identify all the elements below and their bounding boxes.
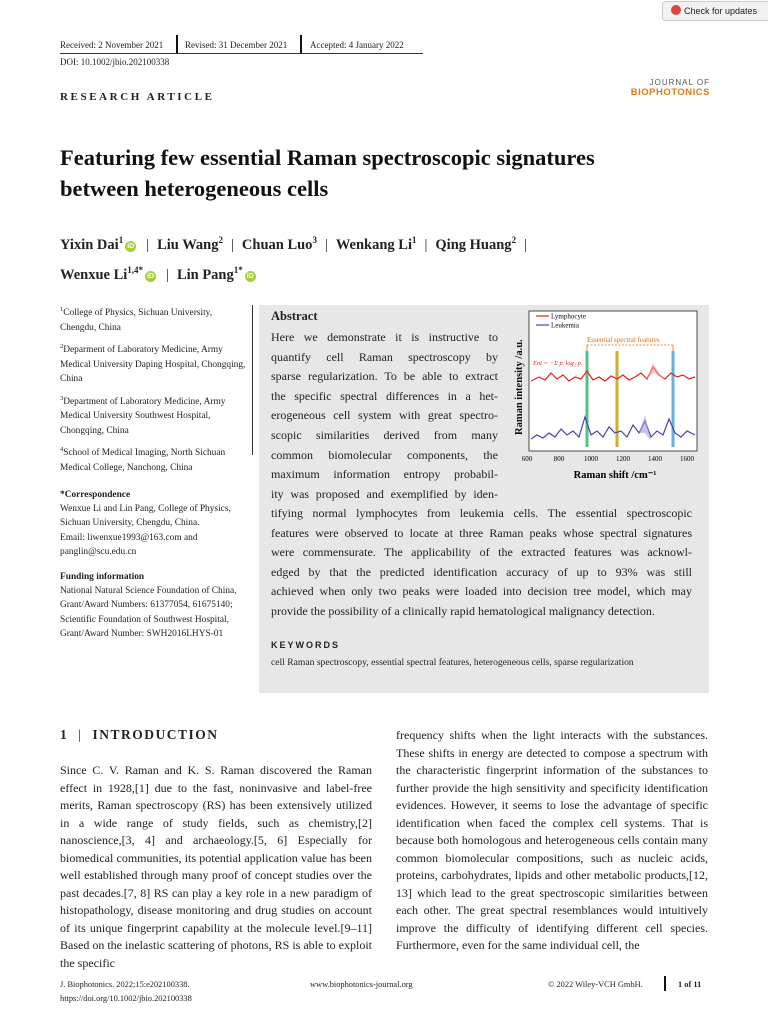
tick-label: 1000 (584, 455, 598, 463)
funding-heading: Funding information (60, 571, 145, 582)
section-number: 1 (60, 727, 69, 742)
affiliation: $^4$School of Medical Imaging, North Sichuan Medical College, Nanchong, China (60, 446, 226, 473)
author-name[interactable]: Yixin Dai$^1$ (60, 235, 124, 253)
abstract-line: features were observed to locate at three Raman peaks whose spectral signatures (271, 525, 692, 540)
check-updates-button[interactable] (662, 1, 768, 21)
abstract-text-wide (271, 504, 692, 622)
abstract-line: quantify cell Raman spectroscopy by (271, 349, 498, 364)
article-type: RESEARCH ARTICLE (60, 91, 215, 103)
abstract-heading: Abstract (271, 309, 318, 323)
correspondence-email[interactable]: Email: liwenxue1993@163.com and panglin@scu.edu.cn (60, 532, 198, 557)
author-name[interactable]: Chuan Luo$^3$ (241, 235, 317, 253)
abstract-line: the specific spectral differences in a het- (271, 388, 498, 403)
section-heading: 1 | INTRODUCTION (60, 727, 219, 742)
author-line-2: Wenxue $Li^{1,4*}iD$ | Lin Pang$^{1*}$iD (60, 264, 254, 283)
abstract-line: Here we demonstrate it is instructive to (271, 330, 498, 344)
keywords-heading: KEYWORDS (271, 640, 341, 650)
tick-label: 1400 (648, 455, 662, 463)
orcid-icon[interactable]: iD (127, 242, 135, 250)
intro-left-column: Since C. V. Raman and K. S. Raman discovered the Raman effect in 1928,[1] due to the fast, noninvasive and label-free merits, Raman spectroscopy (RS) has been extensively utilized in a wide range of study fields, such as chemistry,[2] nanoscience,[3, 4] and archaeology.[5, 6] Especially for biomedical communities, its potential application value has been well established through many proof of concept studies over the past decades.[7, 8] RS can play a key role in a new paradigm of histopathology, disease monitoring and drug studies on account of its unique fingerprint capability at the molecule level.[9–11] Based on the inelastic scattering of photons, RS is able to exploit the specific (60, 763, 372, 970)
header-divider (176, 35, 178, 53)
header-rule (60, 53, 423, 54)
correspondence-text: Wenxue Li and Lin Pang, College of Physics, Sichuan University, Chengdu, China. (60, 503, 231, 528)
abstract-line: common biomolecular components, the (271, 447, 498, 462)
keywords: cell Raman spectroscopy, essential spectral features, heterogeneous cells, sparse regularization (271, 657, 634, 668)
abstract-line: erogeneous cell system with great spectro- (271, 408, 498, 423)
footer-citation: J. Biophotonics. 2022;15:e202100338. (60, 980, 190, 989)
abstract-line: tifying normal lymphocytes from leukemia cells. The essential spectroscopic (271, 506, 692, 520)
check-updates-label: Check for updates (684, 6, 758, 16)
footer-copyright: © 2022 Wiley-VCH GmbH. (548, 980, 643, 989)
journal-logo-bottom: BIOPHOTONICS (630, 87, 710, 98)
abstract-divider (252, 305, 253, 455)
legend-lymphocyte: Lymphocyte (551, 312, 586, 321)
author-name[interactable]: Lin Pang$^{1*}$ (176, 264, 243, 283)
tick-label: 1600 (680, 455, 694, 463)
footer-divider (664, 976, 666, 991)
abstract-line: edged by that the predicted identification accuracy of up to 93% was still (271, 564, 692, 579)
affiliation: $^2$Deparment of Laboratory Medicine, Army Medical University Daping Hospital, Chongqing, China (60, 343, 246, 385)
correspondence-heading: *Correspondence (60, 489, 131, 500)
intro-right-column: frequency shifts when the light interacts with the substances. These shifts in energy are detected to compose a spectrum with the characteristic fingerprint information of the substances to further provide the high sensitivity and specificity identification evidences. However, it seems to lose the advantage of specific identification when faced the complex cell systems. That is because both homologous and heterogeneous cells contain many common biomolecular compositions, such as nucleic acids, proteins, carbohydrates, lipids and other metabolic products,[12, 13] which lead to the great spectroscopic similarities between each other. The great spectral resemblances would intuitively improve the difficulty of identifying different cell species. Furthermore, even for the same individual cell, the (396, 728, 708, 952)
affiliations-sidebar (60, 303, 248, 647)
author-name[interactable]: Wenxue $Li^{1,4*}$ (60, 264, 144, 283)
abstract-line: sparse regularization. To be able to extract (271, 369, 498, 384)
tick-label: 600 (521, 455, 533, 463)
legend-leukemia: Leukemia (551, 321, 579, 330)
footer-doi-link[interactable]: https://doi.org/10.1002/jbio.202100338 (60, 994, 192, 1003)
revised-date: Revised: 31 December 2021 (185, 40, 288, 50)
affiliation: $^1$College of Physics, Sichuan University, Chengdu, China (60, 306, 213, 333)
article-title (60, 142, 595, 204)
journal-logo-top: JOURNAL OF (649, 78, 710, 87)
header-divider (300, 35, 302, 53)
abstract-line: maximum information entropy probabil- (271, 467, 498, 482)
figure-ylabel: Raman intensity /a.u. (514, 339, 525, 435)
page-number: 1 of 11 (678, 980, 702, 989)
figure-xlabel: Raman shift /cm⁻¹ (573, 470, 657, 481)
figure-annotation: Essential spectral features (587, 336, 660, 344)
author-name[interactable]: Wenkang Li$^1$ (335, 235, 417, 253)
title-line-1: Featuring few essential Raman spectroscopic signatures (60, 145, 595, 170)
author-name[interactable]: Qing Huang$^2$ (435, 235, 517, 253)
section-title: INTRODUCTION (92, 727, 219, 742)
author-line-1: Yixin Dai$^1$iD | Liu Wang$^2$ | Chuan Luo$^3$ | Wenkang Li$^1$ | Qing Huang$^2$ | (60, 235, 527, 253)
abstract-line: scopic similarities derived from many (271, 427, 498, 442)
author-name[interactable]: Liu Wang$^2$ (157, 235, 223, 253)
abstract-line: ity was proposed and exemplified by iden- (271, 486, 498, 501)
journal-logo (600, 78, 710, 98)
title-line-2: between heterogeneous cells (60, 176, 329, 201)
funding-text: National Natural Science Foundation of China, Grant/Award Numbers: 61377054, 61675140; Scientific Foundation of Southwest Hospital, Grant/Award Number: SWH2016LHYS-01 (60, 585, 237, 639)
tick-label: 1200 (616, 455, 630, 463)
affiliation: $^3$Department of Laboratory Medicine, Army Medical University Southwest Hospital, Chongqing, China (60, 394, 226, 436)
accepted-date: Accepted: 4 January 2022 (310, 40, 404, 50)
abstract-line: achieved when only two peaks were loaded into decision tree model, which may (271, 584, 692, 599)
abstract-text-narrow (271, 328, 498, 504)
update-badge-icon (671, 5, 681, 15)
orcid-icon[interactable]: iD (246, 272, 254, 280)
footer-site-link[interactable]: www.biophotonics-journal.org (310, 980, 413, 989)
tick-label: 800 (553, 455, 565, 463)
received-date: Received: 2 November 2021 (60, 40, 164, 50)
abstract-line: were commensurate. The applicability of the extracted features was acknowl- (271, 545, 692, 560)
abstract-line: provide the possibility of a clinically rapid hematological malignancy detection. (271, 603, 655, 618)
author-list (60, 228, 535, 288)
doi: DOI: 10.1002/jbio.202100338 (60, 57, 170, 67)
graphical-abstract-figure (505, 307, 705, 485)
orcid-icon[interactable]: iD (147, 272, 155, 280)
entropy-formula: Ent = −Σ pᵢ log₂ pᵢ (533, 360, 582, 367)
